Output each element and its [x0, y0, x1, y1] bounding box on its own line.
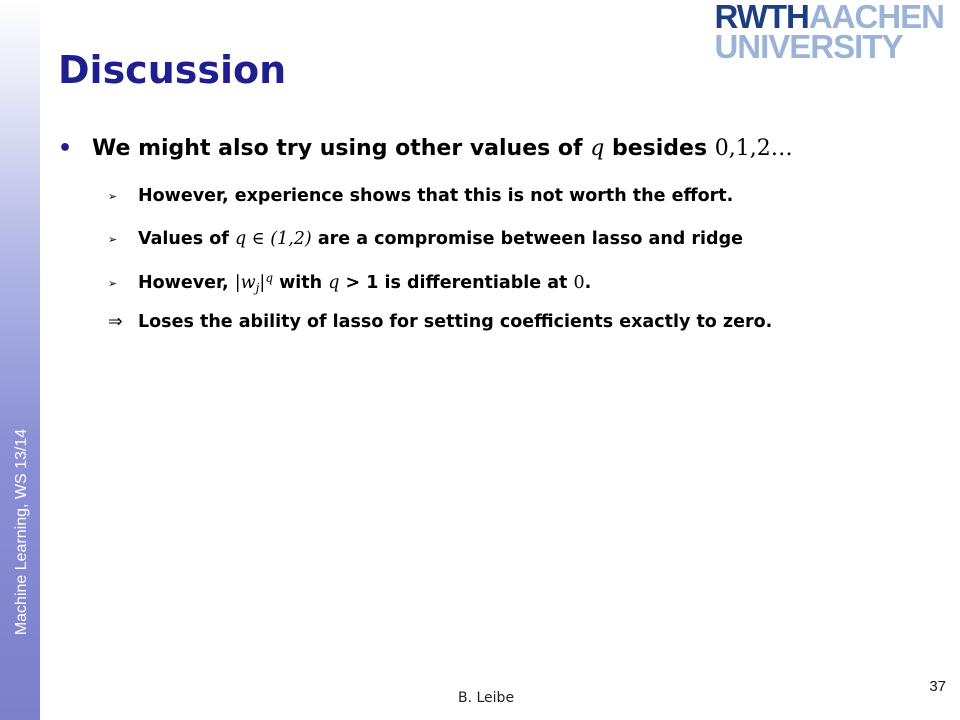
course-label: Machine Learning, WS 13/14 [13, 428, 30, 636]
sub-bullet-2: ➢ Values of q ∈ (1,2) are a compromise between lasso and ridge [108, 229, 743, 249]
footer-author: B. Leibe [458, 690, 515, 706]
university-logo: RWTHAACHEN UNIVERSITY [714, 0, 944, 66]
slide-title: Discussion [58, 48, 287, 92]
arrow-bullet-icon: ➢ [108, 276, 118, 290]
arrow-bullet-icon: ➢ [108, 232, 118, 246]
bullet-dot-icon: • [58, 136, 73, 161]
main-bullet: • We might also try using other values of q besides 0,1,2… [58, 136, 793, 161]
implies-icon: ⇒ [108, 312, 123, 332]
arrow-bullet-icon: ➢ [108, 189, 118, 203]
conclusion-line: ⇒ Loses the ability of lasso for setting coefficients exactly to zero. [108, 312, 773, 332]
page-number: 37 [929, 678, 946, 695]
sub-bullet-3: ➢ However, $|w_j|^q$ with q > 1 is differentiable at 0. [108, 271, 592, 295]
sidebar-band [0, 0, 40, 720]
sub-bullet-1: ➢ However, experience shows that this is not worth the effort. [108, 186, 734, 206]
